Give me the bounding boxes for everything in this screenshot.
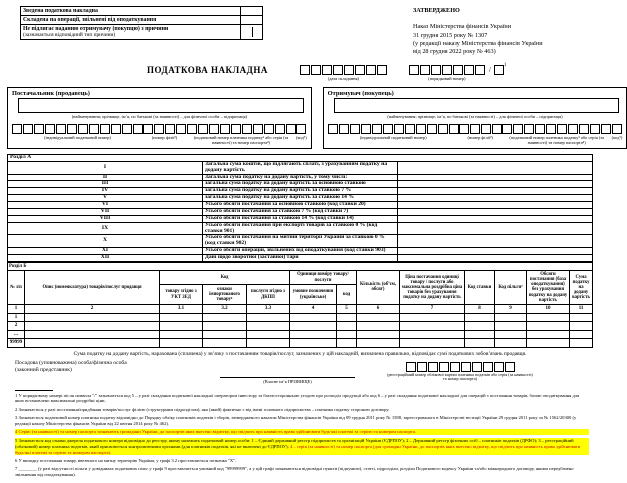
b-cell[interactable] (527, 322, 570, 331)
flag-sublabel: (зазначається відповідний тип причини) (23, 32, 116, 38)
digit-cell[interactable] (296, 124, 306, 134)
b-cell[interactable] (465, 313, 495, 322)
table-row: III загальна сума податку на додану вартість за основною ставкою (8, 181, 593, 188)
digit-cell[interactable] (361, 124, 371, 134)
date-field[interactable] (300, 65, 387, 81)
digit-cell[interactable] (176, 124, 186, 134)
digit-cell[interactable] (470, 124, 480, 134)
regnum-caption: (реєстраційний номер облікової картки платника податків або серія (за наявності) та номер паспорта) (387, 371, 533, 382)
digit-cell[interactable] (439, 362, 449, 372)
signature-caption: (Власне ім’я ПРІЗВИЩЕ) (263, 378, 312, 384)
digit-cell[interactable] (344, 65, 354, 75)
a-value-cell[interactable] (398, 222, 593, 235)
b-cell[interactable] (495, 330, 527, 339)
supplier-block (7, 87, 312, 149)
a-value-cell[interactable] (398, 174, 593, 181)
a-value-cell[interactable] (398, 195, 593, 202)
b-cell[interactable] (247, 330, 290, 339)
digit-cell[interactable] (286, 124, 296, 134)
b-cell[interactable] (570, 313, 593, 322)
b-cell[interactable] (25, 339, 160, 348)
digit-cell[interactable] (133, 124, 143, 134)
approved-title: ЗАТВЕРДЖЕНО (413, 7, 460, 14)
a-value-cell[interactable] (398, 235, 593, 248)
number-caption: (порядковий номер) (428, 75, 466, 81)
b-cell[interactable] (357, 313, 400, 322)
digit-cell[interactable] (275, 124, 285, 134)
b-cell[interactable] (527, 339, 570, 348)
digit-cell[interactable] (383, 124, 393, 134)
digit-cell[interactable] (590, 124, 600, 134)
number-suffix-field[interactable] (489, 65, 506, 75)
b-cell[interactable] (337, 339, 357, 348)
footnote-7: 7 ________ (у разі відсутності пільги у довідниках податкових пільг у графі 9 проставляється умовний код "99999999", а у цій графі зазначаються відповідні пункти (підпункти), статті, підрозділи, розділи Податкового кодексу України та/або міжнародного договору, якими передбачено звільнення від оподаткування). (15, 466, 574, 478)
flag-label: Зведена податкова накладна (21, 7, 241, 16)
reason-cell[interactable] (242, 27, 252, 37)
title-row (7, 65, 593, 81)
digit-cell[interactable] (311, 65, 321, 75)
consolidated-checkbox[interactable] (241, 7, 263, 16)
digit-cell[interactable] (253, 124, 263, 134)
number-cells[interactable] (409, 65, 485, 75)
digit-cell[interactable] (264, 124, 274, 134)
digit-cell[interactable] (339, 124, 349, 134)
table-row: IV загальна сума податку на додану вартість за ставкою 7 % (8, 188, 593, 195)
b-cell[interactable] (400, 330, 465, 339)
b-cell[interactable] (25, 330, 160, 339)
section-b-title: Розділ Б (8, 262, 593, 270)
digit-cell[interactable] (366, 65, 376, 75)
a-value-cell[interactable] (398, 254, 593, 261)
a-value-cell[interactable] (398, 202, 593, 209)
col-rate-code-header: Код ставки (465, 270, 495, 304)
digit-cell[interactable] (143, 124, 153, 134)
digit-cell[interactable] (209, 124, 219, 134)
footnote-5-red-part: 4 – серія (за наявності) та номер паспорта (для громадян України, до паспортів яких внесено відмітку, що свідчить про наявність права здійснювати будь-які платежі за серією та номером паспорта). (15, 443, 581, 455)
digit-cell[interactable] (300, 65, 310, 75)
digit-cell[interactable] (333, 65, 343, 75)
table-row: 99999 (8, 339, 593, 348)
b-cell[interactable] (337, 330, 357, 339)
section-b-table (7, 262, 593, 348)
digit-cell[interactable] (494, 362, 504, 372)
b-cell[interactable] (527, 313, 570, 322)
approval-stamp: ЗАТВЕРДЖЕНО Наказ Міністерства фінансів України 31 грудня 2015 року № 1307 (у редакції наказу Міністерства фінансів України від 28 грудня 2022 року № 463) (413, 7, 581, 57)
footnote-2: 2 Зазначається у разі постачання/придбання товарів/послуг філією (структурним підрозділом), яка (який) фактично є від імені головного підприємства – платника податку стороною договору. (15, 406, 390, 412)
b-cell[interactable] (357, 322, 400, 331)
col-num-header: № з/п (8, 270, 25, 304)
digit-cell[interactable] (420, 65, 430, 75)
footnotes (7, 393, 593, 479)
digit-cell[interactable] (513, 124, 523, 134)
b-cell[interactable] (247, 313, 290, 322)
date-cells[interactable] (300, 65, 387, 75)
table-row: II Загальна сума податку на додану вартість, у тому числі: (8, 174, 593, 181)
signature-field[interactable] (220, 370, 355, 384)
parties (7, 87, 623, 149)
digit-cell[interactable] (427, 124, 437, 134)
b-cell[interactable] (203, 322, 247, 331)
supplier-taxnum-field[interactable]: (податковий номер платника податку³ або серія (за наявності) та номер паспорта⁴) (186, 124, 296, 145)
digit-cell[interactable] (535, 124, 545, 134)
a-value-cell[interactable] (398, 215, 593, 222)
number-field[interactable] (409, 65, 485, 81)
digit-cell[interactable] (231, 124, 241, 134)
footnote-4: 4 Серію (за наявності) та номер паспорта зазначають громадяни України, до паспортів яких внесено відмітку, що свідчить про наявність права здійснювати будь-які платежі за серією та номером паспорта. (15, 429, 589, 435)
digit-cell[interactable] (355, 65, 365, 75)
footnote-3: 3 Зазначається податковий номер платника податку відповідно до Порядку обліку платників податків і зборів, затвердженого наказом Міністерства фінансів України від 09 грудня 2011 року № 1588, зареєстрованого в Міністерстві юстиції України 29 грудня 2011 року за № 1562/20300 (у редакції наказу Міністерства фінансів України від 22 квітня 2014 року № 462). (15, 415, 577, 427)
col-price-header: Ціна постачання одиниці товару / послуги або максимальна роздрібна ціна товарів без урахування податку на додану вартість (400, 270, 465, 304)
recipient-block (323, 87, 627, 149)
table-row: VI Усього обсяги постачання за основною ставкою (код ставки 20) (8, 202, 593, 209)
digit-cell[interactable] (406, 362, 416, 372)
digit-cell[interactable] (475, 65, 485, 75)
table-row: 2 (8, 322, 593, 331)
flag-row-consolidated (21, 7, 263, 16)
digit-cell[interactable] (89, 124, 99, 134)
supplier-name-field[interactable] (18, 98, 304, 113)
section-a-title: Розділ А (8, 155, 593, 162)
reason-type-checkboxes[interactable] (241, 25, 263, 40)
recipient-taxnum-field[interactable]: (податковий номер платника податку³ або серія (за наявності) та номер паспорта⁴) (502, 124, 612, 145)
signature-row (7, 360, 593, 384)
col-volume-header: Обсяги постачання (база оподаткування) без урахування податку на додану вартість (527, 270, 570, 304)
b-cell[interactable] (247, 339, 290, 348)
footnote-1: 1 У порядковому номері після символа "/" зазначається код 5 – у разі складання податкової накладної оператором інвестору за багатосторонньою угодою про розподіл продукції або код 6 – у разі складання податкової накладної для операцій з постачання товарів, базою оподаткування для яких встановлено максимальні роздрібні ціни. (15, 392, 580, 404)
invoice-type-flags (20, 6, 263, 40)
digit-cell[interactable] (453, 65, 463, 75)
a-value-cell[interactable] (398, 208, 593, 215)
b-cell[interactable] (495, 339, 527, 348)
suffix-cell[interactable] (494, 65, 504, 75)
supplier-code-field[interactable]: (код⁵) (296, 124, 307, 140)
table-row: XII Дані щодо зворотної (заставної) тари (8, 254, 593, 261)
digit-cell[interactable] (45, 124, 55, 134)
b-cell[interactable] (465, 322, 495, 331)
digit-cell[interactable] (524, 124, 534, 134)
digit-cell[interactable] (442, 65, 452, 75)
footnote-ref-1: 1 (503, 63, 507, 69)
digit-cell[interactable] (431, 65, 441, 75)
digit-cell[interactable] (78, 124, 88, 134)
recipient-branch-field[interactable]: (номер філії²) (459, 124, 502, 140)
b-cell[interactable] (25, 322, 160, 331)
digit-cell[interactable] (67, 124, 77, 134)
b-cell[interactable] (400, 339, 465, 348)
numbering-row: 1 2 3.1 3.2 3.3 4 5 6 7 8 9 10 11 (8, 305, 593, 314)
digit-cell[interactable] (579, 124, 589, 134)
b-cell[interactable] (465, 330, 495, 339)
digit-cell[interactable] (23, 124, 33, 134)
flag-label: Складена на операції, звільнені від оподаткування (21, 16, 241, 25)
digit-cell[interactable] (612, 124, 622, 134)
digit-cell[interactable] (428, 362, 438, 372)
recipient-code-field[interactable]: (код⁵) (612, 124, 623, 140)
b-cell[interactable] (203, 339, 247, 348)
table-row: VIII Усього обсяги постачання за ставкою 14 % (код ставки 14) (8, 215, 593, 222)
table-row: XI Усього обсяги операцій, звільнених від оподаткування (код ставки 903) (8, 248, 593, 255)
b-cell[interactable] (203, 313, 247, 322)
digit-cell[interactable] (111, 124, 121, 134)
table-row: VII Усього обсяги постачання за ставкою 7 % (код ставки 7) (8, 208, 593, 215)
digit-cell[interactable] (416, 124, 426, 134)
a-value-cell[interactable] (398, 181, 593, 188)
digit-cell[interactable] (322, 65, 332, 75)
digit-cell[interactable] (568, 124, 578, 134)
digit-cell[interactable] (34, 124, 44, 134)
digit-cell[interactable] (328, 124, 338, 134)
b-cell[interactable] (337, 322, 357, 331)
b-cell[interactable] (570, 322, 593, 331)
b-cell[interactable] (357, 339, 400, 348)
footnote-separator (15, 390, 53, 391)
flag-label: Не підлягає наданню отримувачу (покупцю) з причини (зазначається відповідний тип причини) (21, 25, 241, 40)
digit-cell[interactable] (461, 362, 471, 372)
b-cell[interactable] (290, 313, 337, 322)
b-cell[interactable] (290, 330, 337, 339)
digit-cell[interactable] (56, 124, 66, 134)
digit-cell[interactable] (220, 124, 230, 134)
supplier-title: Постачальник (продавець) (12, 89, 90, 97)
digit-cell[interactable] (492, 124, 502, 134)
digit-cell[interactable] (438, 124, 448, 134)
digit-cell[interactable] (377, 65, 387, 75)
table-row: … (8, 330, 593, 339)
unit-group-header: Одиниця виміру товару/послуги (290, 270, 357, 284)
b-cell[interactable] (465, 339, 495, 348)
b-cell[interactable] (357, 330, 400, 339)
recipient-name-field[interactable] (334, 98, 620, 113)
code-group-header: Код (160, 270, 290, 284)
regnum-field[interactable] (385, 362, 535, 383)
supplier-branch-field[interactable]: (номер філії²) (143, 124, 186, 140)
col-ukt-zed-header: товару згідно з УКТ ЗЕД (160, 285, 203, 305)
b-cell[interactable] (290, 322, 337, 331)
b-cell[interactable] (337, 313, 357, 322)
digit-cell[interactable] (502, 124, 512, 134)
b-cell[interactable] (495, 313, 527, 322)
digit-cell[interactable] (417, 362, 427, 372)
digit-cell[interactable] (546, 124, 556, 134)
col-vat-sum-header: Сума податку на додану вартість (570, 270, 593, 304)
digit-cell[interactable] (472, 362, 482, 372)
digit-cell[interactable] (372, 124, 382, 134)
digit-cell[interactable] (449, 124, 459, 134)
b-cell[interactable] (495, 322, 527, 331)
flag-row-not-issued (21, 25, 263, 40)
table-row: IX Усього обсяги постачання при експорті товарів за ставкою 0 % (код ставки 901) (8, 222, 593, 235)
page-title: ПОДАТКОВА НАКЛАДНА (147, 64, 268, 75)
reason-cell[interactable] (252, 27, 262, 37)
table-row: X Усього обсяги постачання на митній території України за ставкою 0 % (код ставки 902) (8, 235, 593, 248)
b-cell[interactable] (247, 322, 290, 331)
table-row: 1 (8, 313, 593, 322)
digit-cell[interactable] (409, 65, 419, 75)
col-quantity-header: Кількість (об’єм, обсяг) (357, 270, 400, 304)
col-import-flag-header: ознаки імпортованого товару⁶ (203, 285, 247, 305)
digit-cell[interactable] (350, 124, 360, 134)
a-value-cell[interactable] (398, 161, 593, 174)
a-value-cell[interactable] (398, 188, 593, 195)
digit-cell[interactable] (405, 124, 415, 134)
digit-cell[interactable] (165, 124, 175, 134)
digit-cell[interactable] (459, 124, 469, 134)
header-row (8, 270, 593, 284)
exempt-checkbox[interactable] (241, 16, 263, 25)
certification-statement: Сума податку на додану вартість, нарахована (сплачена) у зв’язку з постачанням товарів/послуг, зазначених у цій накладній, визначена правильно, відповідає сумі податкових зобов’язань продавця. (73, 350, 527, 357)
flag-row-exempt (21, 16, 263, 25)
b-cell[interactable] (160, 313, 203, 322)
digit-cell[interactable] (198, 124, 208, 134)
b-cell[interactable] (570, 330, 593, 339)
digit-cell[interactable] (464, 65, 474, 75)
b-cell[interactable] (25, 313, 160, 322)
form-header (7, 4, 593, 57)
recipient-title: Отримувач (покупець) (327, 89, 394, 97)
b-cell[interactable] (570, 339, 593, 348)
b-cell[interactable] (160, 339, 203, 348)
supplier-ipn-field[interactable]: (індивідуальний податковий номер) (12, 124, 143, 140)
footnote-6: 6 У випадку постачання товару, ввезеного на митну територію України, у графі 3.2 проставляється позначка "Х". (15, 457, 237, 463)
col-description-header: Опис (номенклатура) товарів/послуг продавця (25, 270, 160, 304)
digit-cell[interactable] (100, 124, 110, 134)
footnote-5: 5 Зазначається код ознаки джерела податкового номера відповідно до реєстру, якому належить податковий номер особи: 1 – Єдиний державний реєстр підприємств та організацій України (ЄДРПОУ); 2 – Державний реєстр фізичних осіб – платників податків (ДРФО); 3 – реєстраційний (обліковий) номер платника податків, який присвоюється контролюючими органами (для платників податків, які не включені до ЄДРПОУ); 4 – серія (за наявності) та номер паспорта (для громадян України, до паспортів яких внесено відмітку, що свідчить про наявність права здійснювати будь-які платежі за серією та номером паспорта). (15, 438, 589, 456)
digit-cell[interactable] (12, 124, 22, 134)
supplier-name-caption: (найменування; прізвище, ім’я, по батькові (за наявності) – для фізичної особи – підприємця) (71, 113, 247, 119)
digit-cell[interactable] (557, 124, 567, 134)
official-label: Посадова (уповноважена) особа/фізична особа (законний представник) (15, 359, 127, 373)
b-cell[interactable] (400, 313, 465, 322)
digit-cell[interactable] (483, 362, 493, 372)
digit-cell[interactable] (154, 124, 164, 134)
slash: / (488, 65, 491, 74)
table-row: I Загальна сума коштів, що підлягають сплаті, з урахуванням податку на додану вартість (8, 161, 593, 174)
b-cell[interactable] (203, 330, 247, 339)
b-cell[interactable] (290, 339, 337, 348)
b-cell[interactable] (160, 330, 203, 339)
date-caption: (дата складання) (327, 75, 359, 81)
digit-cell[interactable] (394, 124, 404, 134)
col-benefit-code-header: Код пільги⁷ (495, 270, 527, 304)
b-cell[interactable] (527, 330, 570, 339)
digit-cell[interactable] (187, 124, 197, 134)
digit-cell[interactable] (242, 124, 252, 134)
b-cell[interactable] (160, 322, 203, 331)
b-cell[interactable] (400, 322, 465, 331)
col-dkpp-header: послуги згідно з ДКПП (247, 285, 290, 305)
table-row: V загальна сума податку на додану вартість за ставкою 14 % (8, 195, 593, 202)
digit-cell[interactable] (481, 124, 491, 134)
digit-cell[interactable] (122, 124, 132, 134)
a-value-cell[interactable] (398, 248, 593, 255)
digit-cell[interactable] (450, 362, 460, 372)
recipient-ipn-field[interactable]: (індивідуальний податковий номер) (328, 124, 459, 140)
digit-cell[interactable] (505, 362, 515, 372)
recipient-name-caption: (найменування; прізвище, ім’я, по батькові (за наявності) – для фізичної особи – підприємця) (387, 113, 563, 119)
digit-cell[interactable] (601, 124, 611, 134)
col-unit-symbol-header: умовне позначення (українське) (290, 285, 337, 305)
col-unit-code-header: код (337, 285, 357, 305)
signature-line[interactable] (220, 370, 355, 378)
section-a-table (7, 154, 593, 262)
